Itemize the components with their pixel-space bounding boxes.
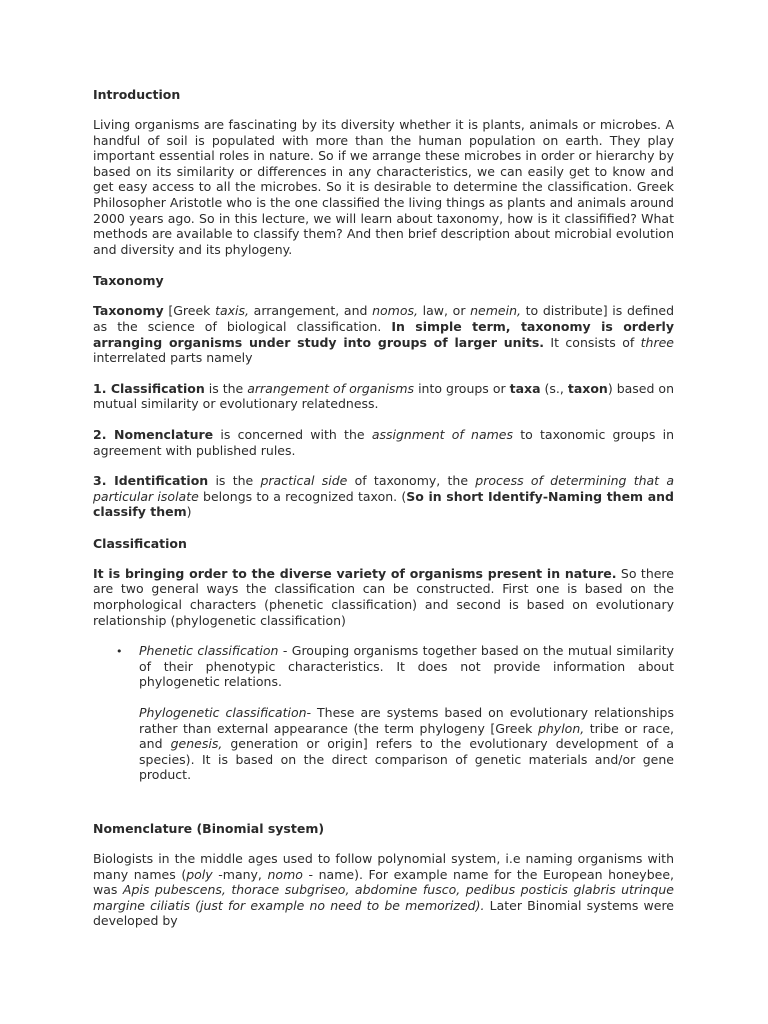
- text-fragment: Biologists in the middle ages used to follow polynomial system, i.e naming organisms with many names (: [93, 851, 674, 882]
- text-fragment: is the: [204, 380, 248, 396]
- taxonomy-definition-paragraph: [93, 303, 674, 365]
- text-fragment: into groups or: [414, 380, 510, 396]
- italic-term-phylogenetic: Phylogenetic classification-: [139, 705, 312, 721]
- text-fragment: - name). For example name for the European honeybee, was: [93, 866, 674, 898]
- item-number-term: 3. Identification: [93, 473, 209, 489]
- text-fragment: interrelated parts namely: [93, 350, 253, 366]
- italic-term-nomo: nomo: [267, 866, 303, 882]
- bold-simple-term-statement: In simple term, taxonomy is orderly arranging organisms under study into groups of larger units.: [93, 318, 674, 350]
- bold-term-taxa: taxa: [509, 380, 541, 396]
- classification-paragraph: [93, 566, 674, 628]
- text-fragment: to distribute] is defined as the science of biological classification.: [93, 303, 674, 334]
- text-fragment: These are systems based on evolutionary relationships rather than external appearance (the term phylogeny [Greek: [139, 705, 674, 736]
- list-item-classification: [93, 381, 674, 412]
- italic-phrase: assignment of names: [371, 426, 513, 442]
- bullet-list-item: [93, 643, 674, 783]
- italic-term-nemein: nemein,: [470, 303, 521, 319]
- nomenclature-paragraph: [93, 851, 674, 929]
- list-item-identification: [93, 473, 674, 520]
- item-number-term: 1. Classification: [93, 380, 205, 396]
- list-item-nomenclature: [93, 427, 674, 458]
- text-fragment: (s.,: [540, 380, 568, 396]
- text-fragment: -many,: [212, 866, 268, 882]
- text-fragment: ): [186, 504, 192, 520]
- bullet-icon: •: [116, 645, 123, 659]
- text-fragment: [Greek: [163, 303, 216, 319]
- italic-term-nomos: nomos,: [372, 303, 418, 319]
- text-fragment: - Grouping organisms together based on the mutual similarity of their phenotypic characteristics. It does not provide information about phylogenetic relations.: [139, 643, 675, 690]
- phenetic-classification-text: [139, 643, 674, 690]
- section-heading-nomenclature: Nomenclature (Binomial system): [93, 821, 325, 836]
- item-number-term: 2. Nomenclature: [93, 426, 214, 442]
- italic-term-phylon: phylon,: [537, 720, 585, 736]
- text-fragment: law, or: [418, 303, 471, 319]
- text-fragment: ) based on mutual similarity or evolutionary relatedness.: [93, 380, 674, 412]
- text-fragment: It consists of: [544, 334, 641, 350]
- section-heading-taxonomy: Taxonomy: [93, 273, 164, 289]
- text-fragment: tribe or race, and: [139, 720, 674, 752]
- italic-phrase: arrangement of organisms: [247, 380, 415, 396]
- term-taxonomy: Taxonomy: [93, 303, 164, 319]
- text-fragment: belongs to a recognized taxon. (: [198, 488, 407, 504]
- bold-lead-sentence: It is bringing order to the diverse variety of organisms present in nature.: [93, 565, 617, 581]
- italic-term-taxis: taxis,: [215, 303, 249, 319]
- text-fragment: of taxonomy, the: [347, 473, 476, 489]
- text-fragment: So there are two general ways the classification can be constructed. First one is based on the morphological characters (phenetic classification) and second is based on evolutionary relationship (phylogenetic classification): [93, 565, 674, 628]
- section-heading-introduction: Introduction: [93, 87, 181, 102]
- italic-phrase: practical side: [260, 473, 348, 489]
- italic-term-genesis: genesis,: [170, 736, 223, 752]
- introduction-paragraph: Living organisms are fascinating by its diversity whether it is plants, animals or microbes. A handful of soil is populated with more than the human population on earth. They play important essential roles in nature. So if we arrange these microbes in order or hierarchy by based on its similarity or differences in any characteristics, we can easily get to know and get easy access to all the microbes. So it is desirable to determine the classification. Greek Philosopher Aristotle who is the one classified the living things as plants and animals around 2000 years ago. So in this lecture, we will learn about taxonomy, how is it classifified? What methods are available to classify them? And then brief description about microbial evolution and diversity and its phylogeny.: [93, 117, 674, 257]
- bold-term-taxon: taxon: [567, 380, 608, 396]
- italic-polynomial-name: Apis pubescens, thorace subgriseo, abdomine fusco, pedibus posticis glabris utrinque margine ciliatis (just for example no need to be memorized).: [93, 882, 674, 913]
- italic-phrase: process of determining that a particular isolate: [93, 473, 675, 504]
- phylogenetic-classification-text: [139, 705, 674, 783]
- bold-summary: So in short Identify-Naming them and classify them: [93, 488, 674, 520]
- italic-word-three: three: [640, 334, 674, 350]
- section-heading-classification: Classification: [93, 535, 187, 551]
- text-fragment: Later Binomial systems were developed by: [93, 897, 674, 929]
- text-fragment: to taxonomic groups in agreement with published rules.: [93, 426, 674, 458]
- italic-term-poly: poly: [186, 866, 213, 882]
- italic-term-phenetic: Phenetic classification: [139, 643, 279, 659]
- text-fragment: arrangement, and: [248, 303, 373, 319]
- text-fragment: is concerned with the: [213, 426, 372, 442]
- text-fragment: is the: [208, 473, 261, 489]
- text-fragment: generation or origin] refers to the evolutionary development of a species). It is based on the direct comparison of genetic materials and/or gene product.: [139, 736, 674, 783]
